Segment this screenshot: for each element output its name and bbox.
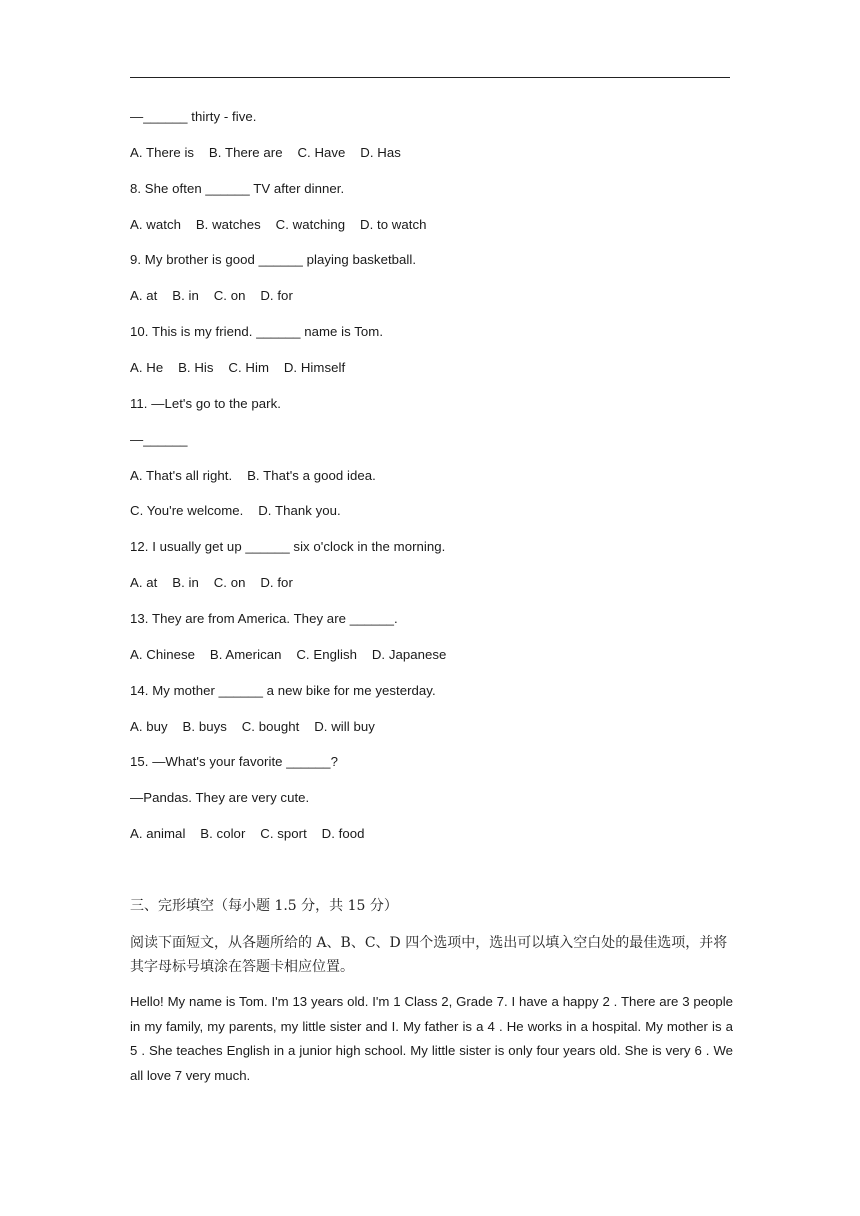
question-12-options: A. at B. in C. on D. for (130, 575, 293, 590)
question-9-stem: 9. My brother is good ______ playing basketball. (130, 252, 417, 267)
cloze-section-heading: 三、完形填空（每小题 1.5 分，共 15 分） (130, 898, 398, 914)
question-15-options: A. animal B. color C. sport D. food (130, 826, 365, 841)
cloze-instruction: 阅读下面短文，从各题所给的 A、B、C、D 四个选项中，选出可以填入空白处的最佳选项，并将其字母标号填涂在答题卡相应位置。 (130, 935, 728, 975)
question-12-stem: 12. I usually get up ______ six o'clock in the morning. (130, 539, 446, 554)
question-11-stem: 11. —Let's go to the park. (130, 396, 281, 411)
question-7-answer-line: —______ thirty - five. (130, 109, 257, 124)
cloze-passage: Hello! My name is Tom. I'm 13 years old. I'm 1 Class 2, Grade 7. I have a happy 2 . There are 3 people in my family, my parents, my little sister and I. My father is a 4 . He works in a hospital. My mother is a 5 . She teaches English in a junior high school. My little sister is only four years old. She is very 6 . We all love 7 very much. (130, 994, 733, 1083)
question-9-options: A. at B. in C. on D. for (130, 288, 293, 303)
question-14-stem: 14. My mother ______ a new bike for me yesterday. (130, 683, 436, 698)
question-13-options: A. Chinese B. American C. English D. Japanese (130, 647, 447, 662)
question-14-options: A. buy B. buys C. bought D. will buy (130, 719, 375, 734)
header-rule (130, 77, 730, 78)
question-8-options: A. watch B. watches C. watching D. to watch (130, 217, 427, 232)
question-15-stem: 15. —What's your favorite ______? (130, 754, 338, 769)
question-10-stem: 10. This is my friend. ______ name is Tom. (130, 324, 384, 339)
question-13-stem: 13. They are from America. They are ______. (130, 611, 398, 626)
question-15-reply: —Pandas. They are very cute. (130, 790, 310, 805)
question-11-options-cd: C. You're welcome. D. Thank you. (130, 503, 341, 518)
question-11-options-ab: A. That's all right. B. That's a good idea. (130, 468, 376, 483)
question-7-options: A. There is B. There are C. Have D. Has (130, 145, 401, 160)
question-8-stem: 8. She often ______ TV after dinner. (130, 181, 345, 196)
question-11-reply-blank: —______ (130, 432, 188, 447)
question-10-options: A. He B. His C. Him D. Himself (130, 360, 346, 375)
